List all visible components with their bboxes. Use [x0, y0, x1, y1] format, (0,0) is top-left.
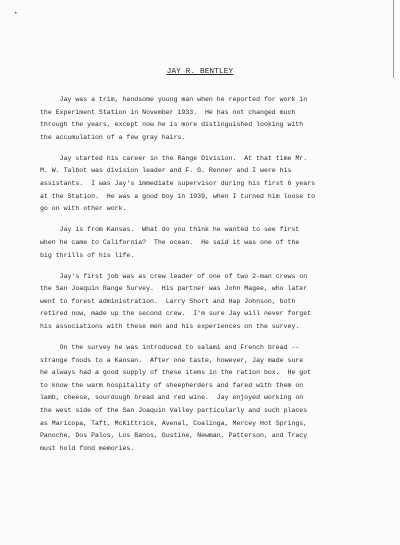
- text-line: the Experiment Station in November 1933. He has not changed much: [40, 108, 296, 116]
- text-line: he always had a good supply of these items in the ration box. He got: [40, 369, 312, 377]
- paragraph-3: [40, 224, 385, 262]
- text-line: Jay is from Kansas. What do you think he wanted to see first: [40, 226, 300, 234]
- text-line: the accumulation of a few gray hairs.: [40, 133, 186, 141]
- text-line: On the survey he was introduced to salami and French bread --: [40, 344, 300, 352]
- text-line: at the Station. He was a good boy in 1939, when I turned him loose to: [40, 192, 316, 200]
- text-line: his associations with these men and his experiences on the survey.: [40, 323, 300, 330]
- paragraph-5: [40, 342, 385, 455]
- paragraph-4: [40, 271, 385, 334]
- document-body: [40, 94, 385, 464]
- text-line: lamb, cheese, sourdough bread and red wine. Jay enjoyed working on: [40, 394, 304, 402]
- page-title: JAY R. BENTLEY: [166, 68, 234, 76]
- text-line: the San Joaquin Range Survey. His partner was John Magee, who later: [40, 285, 308, 293]
- text-line: when he came to California? The ocean. He said it was one of the: [40, 238, 300, 246]
- page-edge-line: [393, 0, 394, 78]
- text-line: Jay was a trim, handsome young man when he reported for work in: [40, 96, 308, 103]
- text-line: big thrills of his life.: [40, 251, 135, 259]
- text-line: must hold fond memories.: [40, 444, 135, 452]
- text-line: Jay's first job was as crew leader of one of two 2-man crews on: [40, 272, 308, 280]
- text-line: Jay started his career in the Range Division. At that time Mr.: [40, 154, 308, 162]
- paragraph-1: [40, 94, 385, 144]
- text-line: go on with other work.: [40, 205, 127, 213]
- paragraph-2: [40, 153, 385, 216]
- text-line: M. W. Talbot was division leader and F. G. Renner and I were his: [40, 167, 292, 175]
- text-line: retired now, made up the second crew. I'm sure Jay will never forget: [40, 310, 312, 318]
- corner-mark: •: [14, 10, 18, 17]
- text-line: strange foods to a Kansan. After one taste, however, Jay made sure: [40, 356, 304, 364]
- text-line: went to forest administration. Larry Short and Hap Johnson, both: [40, 297, 296, 305]
- text-line: to know the warm hospitality of sheepherders and fared with them on: [40, 381, 304, 389]
- text-line: as Maricopa, Taft, McKittrick, Avenal, Coalinga, Mercey Hot Springs,: [40, 419, 308, 427]
- text-line: Panoche, Dos Palos, Los Banos, Gustine, Newman, Patterson, and Tracy: [40, 432, 308, 440]
- text-line: the west side of the San Joaquin Valley particularly and such places: [40, 407, 308, 415]
- text-line: assistants. I was Jay's immediate supervisor during his first 6 years: [40, 180, 316, 188]
- text-line: through the years, except now he is more distinguished looking with: [40, 121, 304, 129]
